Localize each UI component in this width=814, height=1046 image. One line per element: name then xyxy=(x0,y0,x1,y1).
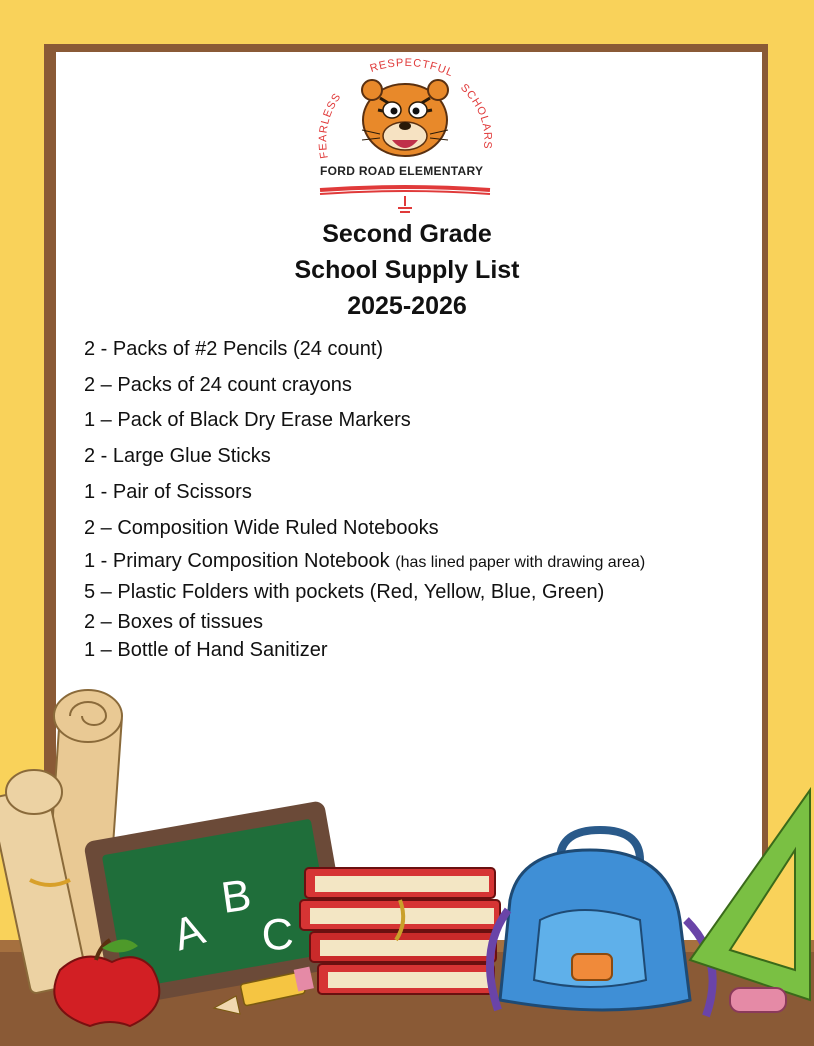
chalkboard-letter-b: B xyxy=(218,870,255,923)
list-item xyxy=(84,338,383,361)
list-item-text: 2 - Packs of #2 Pencils (24 count) xyxy=(84,338,384,360)
school-supplies-illustration xyxy=(0,680,814,1046)
list-item xyxy=(84,611,263,634)
svg-text:RESPECTFUL xyxy=(369,58,456,79)
list-item-text: 2 - Large Glue Sticks xyxy=(84,445,271,467)
svg-text:FEARLESS xyxy=(317,91,344,160)
books-icon xyxy=(300,868,500,994)
logo-arc-left: FEARLESS xyxy=(317,90,344,160)
list-item xyxy=(84,374,352,397)
school-logo xyxy=(300,58,510,218)
logo-arc-top: RESPECTFUL xyxy=(368,58,456,80)
list-item-text: 1 – Bottle of Hand Sanitizer xyxy=(84,639,328,661)
chalkboard-letter-a: A xyxy=(167,904,211,961)
tiger-icon xyxy=(300,58,510,218)
list-item-text: 1 – Pack of Black Dry Erase Markers xyxy=(84,409,411,431)
list-item-text: 1 - Primary Composition Notebook xyxy=(84,550,396,572)
list-item xyxy=(84,639,327,662)
eraser-icon xyxy=(730,988,786,1012)
svg-text:SCHOLARS xyxy=(458,82,494,150)
list-item xyxy=(84,445,271,468)
list-item xyxy=(84,550,645,573)
list-item xyxy=(84,517,439,540)
page-title-list: School Supply List xyxy=(294,256,520,284)
list-item-text: 1 - Pair of Scissors xyxy=(84,481,252,503)
logo-arc-right: SCHOLARS xyxy=(457,81,494,151)
list-item xyxy=(84,409,411,432)
list-item-text: 5 – Plastic Folders with pockets (Red, Yellow, Blue, Green) xyxy=(84,581,605,603)
list-item-text: 2 – Composition Wide Ruled Notebooks xyxy=(84,517,439,539)
list-item-text: 2 – Boxes of tissues xyxy=(84,611,263,633)
school-name: FORD ROAD ELEMENTARY xyxy=(320,164,484,178)
chalkboard-letter-c: C xyxy=(259,909,296,961)
list-item xyxy=(84,481,252,504)
list-item xyxy=(84,581,604,604)
page-title-grade: Second Grade xyxy=(322,220,492,248)
backpack-icon xyxy=(490,830,713,1016)
list-item-text: 2 – Packs of 24 count crayons xyxy=(84,374,352,396)
list-item-note: (has lined paper with drawing area) xyxy=(395,554,646,571)
page-title-year: 2025-2026 xyxy=(347,292,467,320)
